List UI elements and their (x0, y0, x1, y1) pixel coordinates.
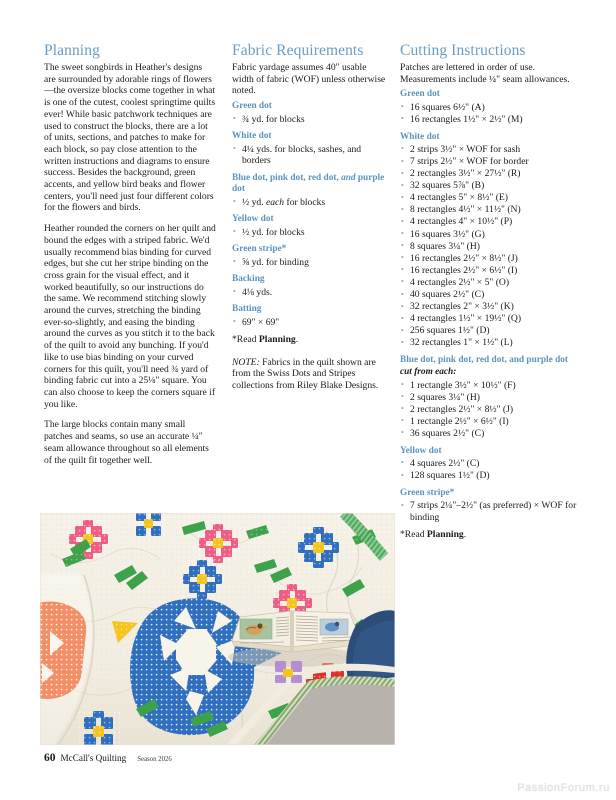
list-item: • 4 rectangles 1½" × 19½" (Q) (400, 313, 578, 325)
fabric-requirements-title: Fabric Requirements (232, 42, 364, 59)
list-item: • 69" × 69" (232, 317, 390, 329)
fabric-group-list-multi-dot (232, 197, 390, 209)
list-item: • 16 rectangles 1½" × 2½" (M) (400, 114, 578, 126)
cutting-group-heading-green-stripe: Green stripe* (400, 487, 455, 498)
cutting-intro: Patches are lettered in order of use. Measurements include ¼" seam allowances. (400, 62, 570, 85)
planning-paragraph-2: Heather rounded the corners on her quilt and bound the edges with a striped fabric. We'd usually recommend bias binding for curved edges, but she cut her stripe binding on the cross grain for the visual effect, and it worked beautifully, so our instructions do the same. We recommend stitching slowly around the curves, stretching the binding ever-so-slightly, and easing the binding around the curves as you stitch it to the back of the quilt to avoid any bunching. If you'd like to use bias binding on your curved corners for this quilt, you'll need ¾ yard of binding fabric cut into a 25⅛" square. You can also choose to keep the corners square if you like. (44, 223, 216, 410)
cutting-group-heading-multi-dot: Blue dot, pink dot, red dot, and purple dot (400, 355, 568, 365)
fabric-group-list-batting (232, 317, 390, 329)
list-item: • ⅝ yd. for binding (232, 257, 390, 269)
list-item: • 8 rectangles 4½" × 11½" (N) (400, 204, 578, 216)
cutting-group-heading-white-dot: White dot (400, 131, 440, 142)
list-item: • 7 strips 2¼"–2½" (as preferred) × WOF for binding (400, 500, 578, 523)
list-item: • 2 strips 3½" × WOF for sash (400, 144, 578, 156)
issue-season: Season 2026 (137, 756, 172, 763)
list-item: • ½ yd. each for blocks (232, 197, 390, 209)
cutting-group-heading-green-dot: Green dot (400, 89, 440, 100)
fabric-group-heading-backing: Backing (232, 274, 265, 285)
cutting-instructions-title: Cutting Instructions (400, 42, 526, 59)
column-cutting-instructions (400, 42, 578, 541)
cutting-group-list-green-stripe (400, 500, 578, 523)
fabric-group-list-green-dot (232, 114, 390, 126)
list-item: • ¾ yd. for blocks (232, 114, 390, 126)
fabric-note (232, 357, 390, 392)
read-planning-prefix: *Read (232, 334, 259, 346)
read-planning-prefix: *Read (400, 529, 427, 541)
fabric-group-heading-multi-dot (232, 173, 390, 196)
note-label: NOTE: (232, 356, 260, 368)
list-item: • 1 rectangle 2½" × 6½" (I) (400, 416, 578, 428)
cutting-read-planning-note (400, 529, 578, 541)
fabric-multi-dot-label: Blue dot, pink dot, red dot, and purple dot (232, 172, 385, 195)
list-item: • 36 squares 2½" (C) (400, 428, 578, 440)
list-item: • 8 squares 3¼" (H) (400, 241, 578, 253)
fabric-read-planning-note (232, 334, 390, 346)
list-item: • ½ yd. for blocks (232, 227, 390, 239)
list-item: • 32 rectangles 2" × 3½" (K) (400, 301, 578, 313)
read-planning-suffix: . (463, 529, 467, 541)
list-item: • 32 rectangles 1" × 1½" (L) (400, 337, 578, 349)
list-item: • 128 squares 1½" (D) (400, 470, 578, 482)
list-item: • 2 squares 3¼" (H) (400, 392, 578, 404)
fabric-group-list-backing (232, 287, 390, 299)
list-item: • 4 rectangles 2½" × 5" (O) (400, 277, 578, 289)
fabric-group-list-green-stripe (232, 257, 390, 269)
planning-title: Planning (44, 42, 100, 59)
note-text: Fabrics in the quilt shown are from the Swiss Dots and Stripes collections from Riley Blake Designs. (232, 356, 379, 391)
fabric-group-heading-white-dot: White dot (232, 131, 272, 142)
read-planning-bold: Planning (258, 334, 296, 346)
read-planning-bold: Planning (426, 529, 464, 541)
column-fabric-requirements (232, 42, 390, 391)
planning-paragraph-3: The large blocks contain many small patches and seams, so use an accurate ¼" seam allowance throughout so all elements of the quilt fit together well. (44, 419, 209, 466)
column-planning (44, 42, 216, 466)
list-item: • 256 squares 1½" (D) (400, 325, 578, 337)
cutting-group-list-yellow-dot (400, 458, 578, 482)
list-item: • 1 rectangle 3½" × 10½" (F) (400, 380, 578, 392)
site-watermark: PassionForum.ru (517, 782, 610, 794)
list-item: • 16 squares 6½" (A) (400, 102, 578, 114)
fabric-group-heading-green-stripe: Green stripe* (232, 244, 287, 255)
read-planning-suffix: . (295, 334, 299, 346)
quilt-photograph (40, 513, 395, 745)
planning-paragraph-1: The sweet songbirds in Heather's designs are surrounded by adorable rings of flowers—the oversize blocks come together in what is one of the cutest, coolest springtime quilts ever! While basic patchwork techniques are used to construct the blocks, there are a lot of units, sections, and patches to make for each block, so pay close attention to the written instructions and diagrams to ensure success. Besides the background, green accents, and yellow bird beaks and flower centers, you'll need just four different colors for the flowers and birds. (44, 62, 216, 214)
list-item: • 4 rectangles 5" × 8½" (E) (400, 192, 578, 204)
list-item: • 2 rectangles 2½" × 8½" (J) (400, 404, 578, 416)
fabric-group-heading-batting: Batting (232, 304, 262, 315)
list-item: • 40 squares 2½" (C) (400, 289, 578, 301)
list-item: • 16 squares 3½" (G) (400, 229, 578, 241)
fabric-group-list-white-dot (232, 144, 390, 167)
list-item: • 7 strips 2½" × WOF for border (400, 156, 578, 168)
cutting-group-list-green-dot (400, 102, 578, 126)
list-item: • 4 squares 2½" (C) (400, 458, 578, 470)
page-number: 60 (44, 752, 56, 764)
fabric-group-list-yellow-dot (232, 227, 390, 239)
list-item: • 2 rectangles 3½" × 27½" (R) (400, 168, 578, 180)
list-item: • 4⅛ yds. (232, 287, 390, 299)
fabric-group-heading-green-dot: Green dot (232, 101, 272, 112)
list-item: • 4¼ yds. for blocks, sashes, and borders (232, 144, 390, 167)
magazine-title: McCall's Quilting (60, 753, 127, 763)
list-item: • 16 rectangles 2½" × 8½" (J) (400, 253, 578, 265)
fabric-group-heading-yellow-dot: Yellow dot (232, 214, 274, 225)
cutting-group-list-white-dot (400, 144, 578, 349)
page-footer (44, 752, 172, 764)
cutting-group-list-multi-dot (400, 380, 578, 440)
list-item: • 32 squares 5⅞" (B) (400, 180, 578, 192)
cutting-cut-from-each-note: cut from each: (400, 367, 457, 378)
list-item: • 16 rectangles 2½" × 6½" (I) (400, 265, 578, 277)
cutting-group-heading-yellow-dot: Yellow dot (400, 445, 442, 456)
fabric-intro: Fabric yardage assumes 40" usable width of fabric (WOF) unless otherwise noted. (232, 62, 386, 97)
list-item: • 4 rectangles 4" × 10½" (P) (400, 216, 578, 228)
